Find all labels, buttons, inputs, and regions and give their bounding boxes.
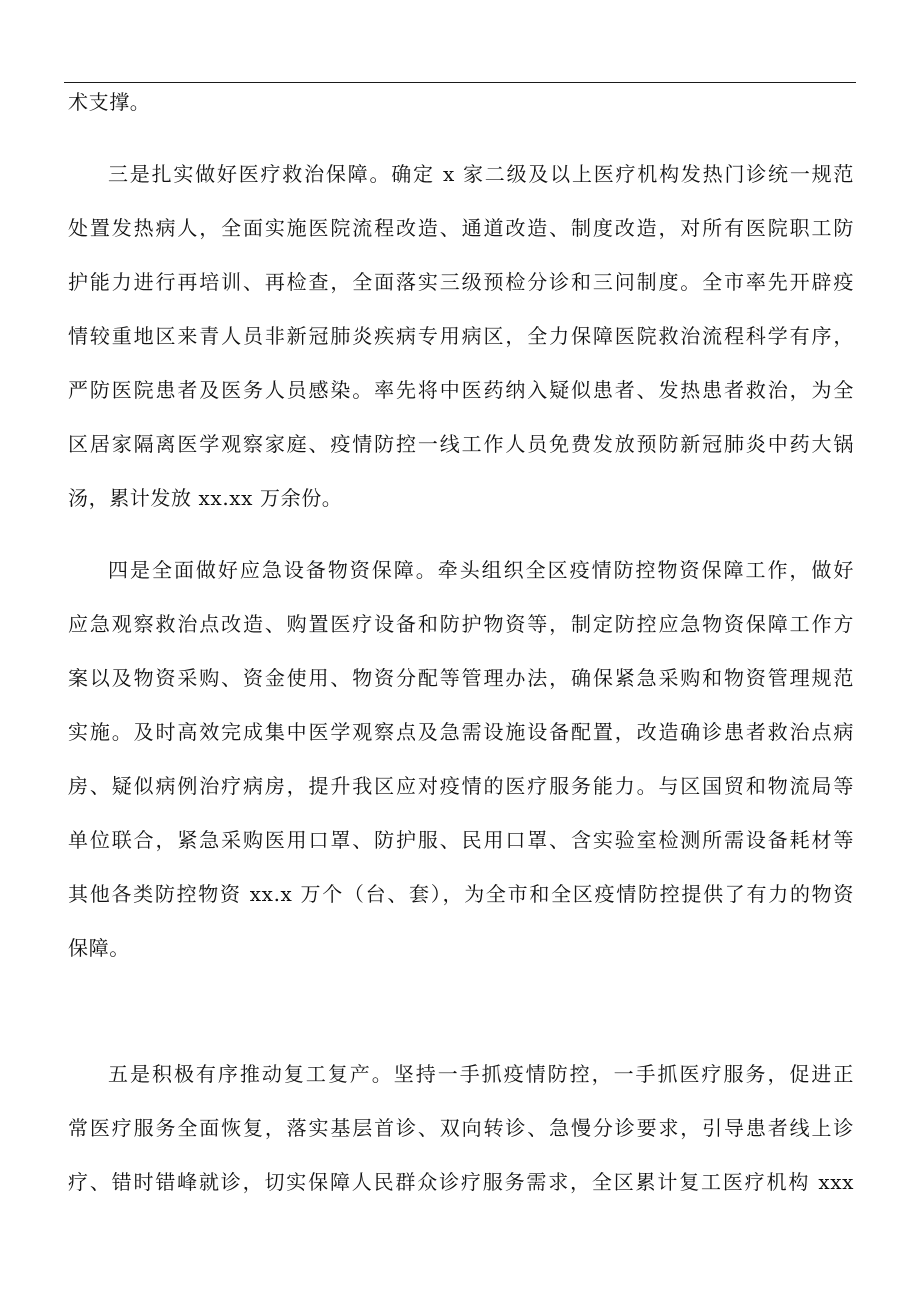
text-line: 疗、错时错峰就诊，切实保障人民群众诊疗服务需求，全区累计复工医疗机构 xxx bbox=[68, 1170, 854, 1194]
text-line: 严防医院患者及医务人员感染。率先将中医药纳入疑似患者、发热患者救治，为全 bbox=[68, 378, 854, 402]
text-line: 汤，累计发放 xx.xx 万余份。 bbox=[68, 486, 343, 510]
paragraph-emergency-supplies bbox=[68, 552, 854, 984]
document-body bbox=[68, 84, 854, 1218]
paragraph-medical-treatment bbox=[68, 156, 854, 534]
text-line: 区居家隔离医学观察家庭、疫情防控一线工作人员免费发放预防新冠肺炎中药大锅 bbox=[68, 432, 854, 456]
text-line: 处置发热病人，全面实施医院流程改造、通道改造、制度改造，对所有医院职工防 bbox=[68, 216, 854, 240]
text-line: 术支撑。 bbox=[68, 90, 151, 114]
text-line: 保障。 bbox=[68, 936, 130, 960]
text-line: 实施。及时高效完成集中医学观察点及急需设施设备配置，改造确诊患者救治点病 bbox=[68, 720, 854, 744]
paragraph-resume-work bbox=[68, 1056, 854, 1218]
text-line: 三是扎实做好医疗救治保障。确定 x 家二级及以上医疗机构发热门诊统一规范 bbox=[108, 162, 854, 186]
text-line: 护能力进行再培训、再检查，全面落实三级预检分诊和三问制度。全市率先开辟疫 bbox=[68, 270, 854, 294]
text-line: 情较重地区来青人员非新冠肺炎疾病专用病区，全力保障医院救治流程科学有序， bbox=[68, 324, 854, 348]
text-line: 常医疗服务全面恢复，落实基层首诊、双向转诊、急慢分诊要求，引导患者线上诊 bbox=[68, 1116, 854, 1140]
text-line: 单位联合，紧急采购医用口罩、防护服、民用口罩、含实验室检测所需设备耗材等 bbox=[68, 828, 854, 852]
text-line: 案以及物资采购、资金使用、物资分配等管理办法，确保紧急采购和物资管理规范 bbox=[68, 666, 854, 690]
text-line: 四是全面做好应急设备物资保障。牵头组织全区疫情防控物资保障工作，做好 bbox=[108, 558, 854, 582]
continued-paragraph bbox=[68, 84, 854, 138]
text-line: 应急观察救治点改造、购置医疗设备和防护物资等，制定防控应急物资保障工作方 bbox=[68, 612, 854, 636]
text-line: 其他各类防控物资 xx.x 万个（台、套），为全市和全区疫情防控提供了有力的物资 bbox=[68, 882, 854, 906]
text-line: 房、疑似病例治疗病房，提升我区应对疫情的医疗服务能力。与区国贸和物流局等 bbox=[68, 774, 854, 798]
header-rule bbox=[64, 82, 856, 83]
text-line: 五是积极有序推动复工复产。坚持一手抓疫情防控，一手抓医疗服务，促进正 bbox=[108, 1062, 854, 1086]
